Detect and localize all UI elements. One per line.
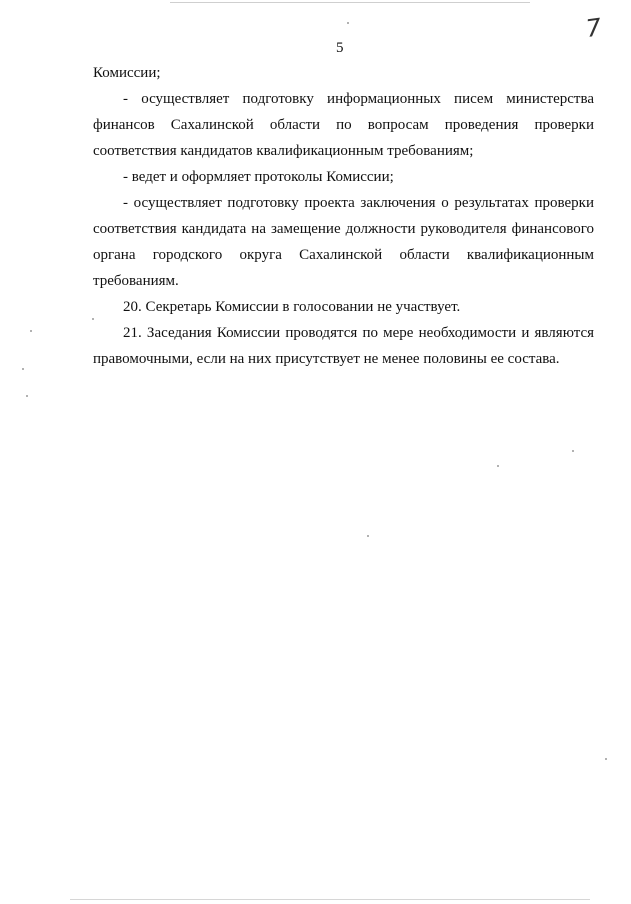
- document-body: [93, 60, 594, 372]
- text-line-6: - осуществляет подготовку проекта заключения о результатах проверки: [123, 195, 594, 211]
- scan-speck: [605, 758, 607, 760]
- scan-speck: [92, 318, 94, 320]
- text-line-9: требованиям.: [93, 273, 179, 289]
- scan-speck: [347, 22, 349, 24]
- text-line-10: 20. Секретарь Комиссии в голосовании не участвует.: [123, 299, 461, 315]
- page-number: 5: [336, 40, 344, 56]
- scan-speck: [497, 465, 499, 467]
- scan-speck: [367, 535, 369, 537]
- scan-edge-top: [170, 2, 530, 3]
- text-line-5: - ведет и оформляет протоколы Комиссии;: [123, 169, 394, 185]
- text-line-4: соответствия кандидатов квалификационным требованиям;: [93, 143, 474, 159]
- scan-speck: [30, 330, 32, 332]
- scan-speck: [22, 368, 24, 370]
- text-line-11: 21. Заседания Комиссии проводятся по мере необходимости и являются: [123, 325, 594, 341]
- text-line-7: соответствия кандидата на замещение должности руководителя финансового: [93, 221, 594, 237]
- text-line-3: финансов Сахалинской области по вопросам проведения проверки: [93, 117, 594, 133]
- text-line-12: правомочными, если на них присутствует не менее половины ее состава.: [93, 351, 560, 367]
- text-line-2: - осуществляет подготовку информационных писем министерства: [123, 91, 594, 107]
- scan-edge-bottom: [70, 899, 590, 900]
- scan-speck: [26, 395, 28, 397]
- handwritten-page-mark: 7: [584, 13, 604, 43]
- text-line-8: органа городского округа Сахалинской области квалификационным: [93, 247, 594, 263]
- scan-speck: [572, 450, 574, 452]
- text-line-1: Комиссии;: [93, 65, 161, 81]
